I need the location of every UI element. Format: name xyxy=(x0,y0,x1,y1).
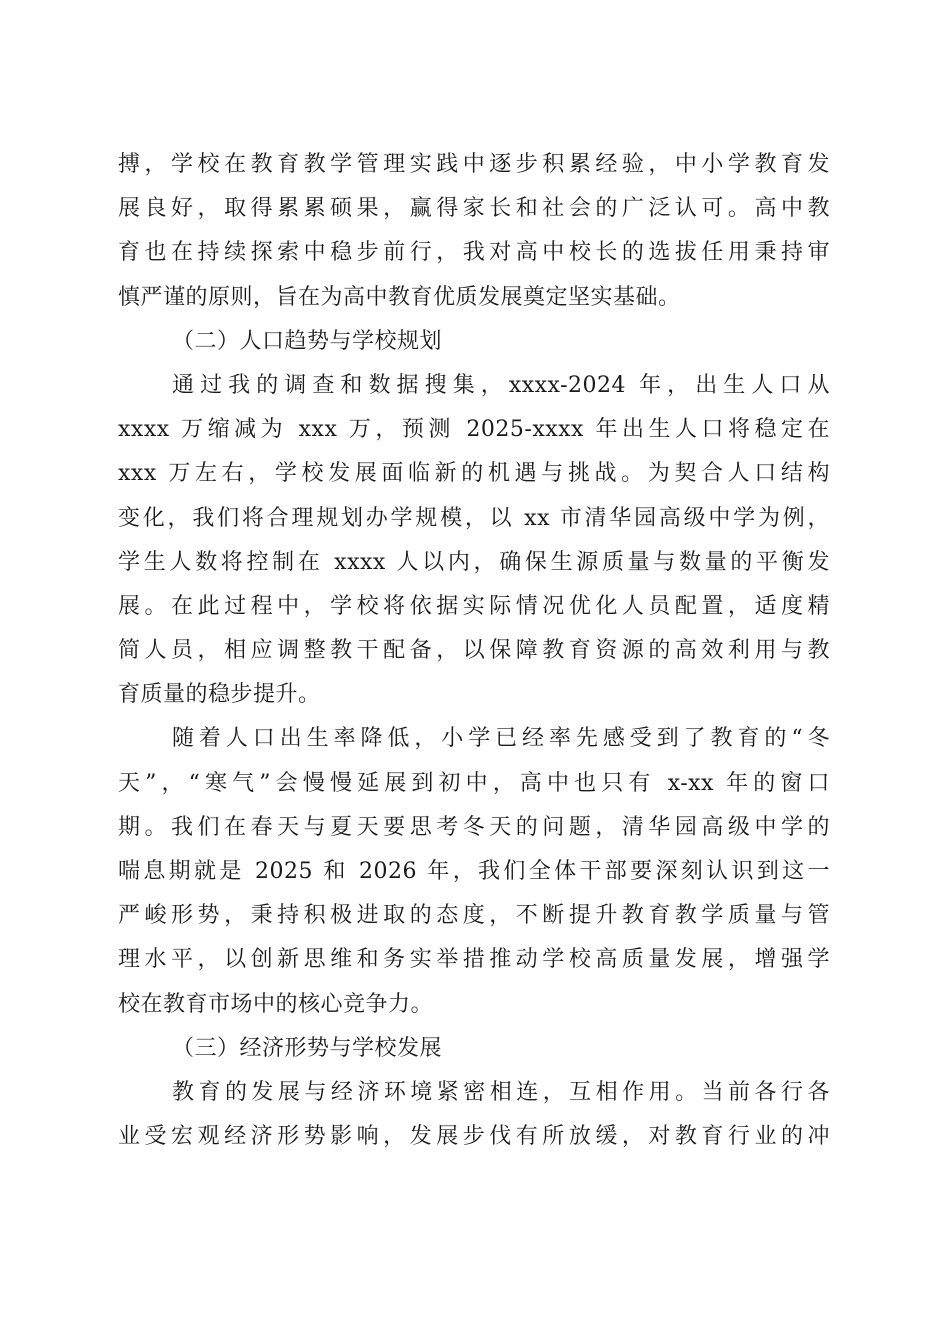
text-line: 天”，“寒气”会慢慢延展到初中，高中也只有 x-xx 年的窗口 xyxy=(118,770,830,796)
text-line: 慎严谨的原则，旨在为高中教育优质发展奠定坚实基础。 xyxy=(118,284,681,310)
text-line: 展良好，取得累累硕果，赢得家长和社会的广泛认可。高中教 xyxy=(118,196,830,222)
text-line: 理水平，以创新思维和务实举措推动学校高质量发展，增强学 xyxy=(118,947,830,973)
section-heading-economy: （三）经济形势与学校发展 xyxy=(172,1035,443,1061)
paragraph-economy xyxy=(118,1071,830,1159)
text-line: 搏，学校在教育教学管理实践中逐步积累经验，中小学教育发 xyxy=(118,152,830,177)
text-line: 业受宏观经济形势影响，发展步伐有所放缓，对教育行业的冲 xyxy=(118,1124,830,1150)
text-line: 简人员，相应调整教干配备，以保障教育资源的高效利用与教 xyxy=(118,638,830,664)
text-line: 通过我的调查和数据搜集，xxxx-2024 年，出生人口从 xyxy=(172,372,830,398)
text-line: 育也在持续探索中稳步前行，我对高中校长的选拔任用秉持审 xyxy=(118,240,830,266)
text-line: 严峻形势，秉持积极进取的态度，不断提升教育教学质量与管 xyxy=(118,903,830,929)
text-line: 展。在此过程中，学校将依据实际情况优化人员配置，适度精 xyxy=(118,593,830,619)
text-line: xxx 万左右，学校发展面临新的机遇与挑战。为契合人口结构 xyxy=(118,461,830,487)
text-line: 喘息期就是 2025 和 2026 年，我们全体干部要深刻认识到这一 xyxy=(118,859,830,884)
paragraph-continuation xyxy=(118,143,830,320)
text-line: 期。我们在春天与夏天要思考冬天的问题，清华园高级中学的 xyxy=(118,814,830,840)
text-line: 随着人口出生率降低，小学已经率先感受到了教育的“冬 xyxy=(172,726,830,752)
text-line: 校在教育市场中的核心竞争力。 xyxy=(118,991,434,1017)
text-line: xxxx 万缩减为 xxx 万，预测 2025-xxxx 年出生人口将稳定在 xyxy=(118,417,830,443)
text-line: 育质量的稳步提升。 xyxy=(118,682,321,708)
section-heading-population: （二）人口趋势与学校规划 xyxy=(172,328,443,354)
text-line: 变化，我们将合理规划办学规模，以 xx 市清华园高级中学为例， xyxy=(118,505,830,531)
paragraph-winter xyxy=(118,717,830,1026)
document-body xyxy=(118,143,830,1159)
paragraph-population xyxy=(118,364,830,718)
text-line: 教育的发展与经济环境紧密相连，互相作用。当前各行各 xyxy=(172,1079,830,1105)
text-line: 学生人数将控制在 xxxx 人以内，确保生源质量与数量的平衡发 xyxy=(118,549,830,575)
